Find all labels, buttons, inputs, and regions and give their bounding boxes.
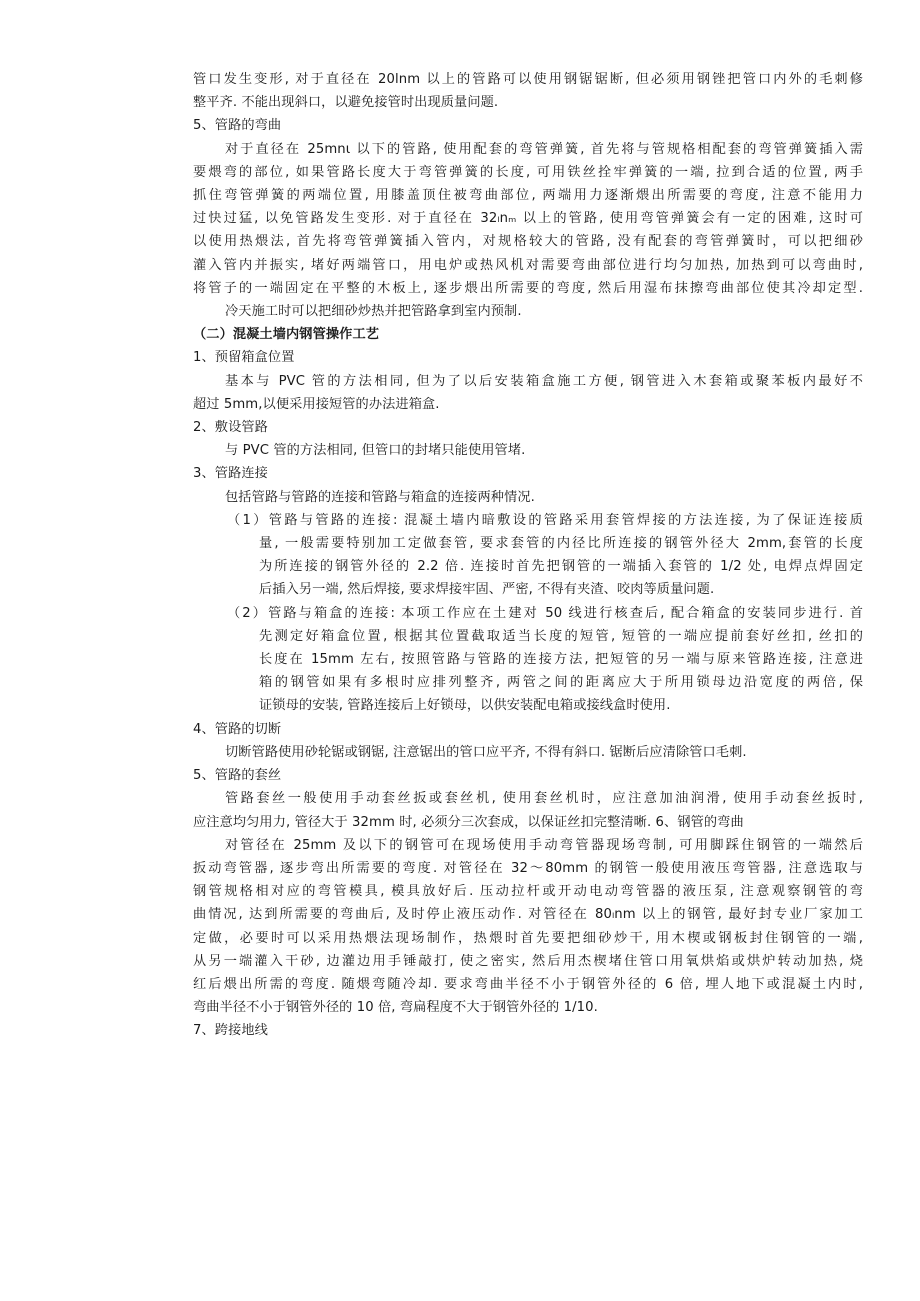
text-line: 对于直径在 25mnι 以下的管路, 使用配套的弯管弹簧, 首先将与管规格相配套的弯管弹簧插入需: [225, 141, 863, 157]
text-line: 证锁母的安装, 管路连接后上好锁母，以供安装配电箱或接线盒时使用.: [259, 698, 671, 714]
text-line: （1）管路与管路的连接: 混凝土墙内暗敷设的管路采用套管焊接的方法连接, 为了保证连接质: [227, 512, 863, 528]
text-line: 2、敷设管路: [193, 420, 268, 436]
text-line: 1、预留箱盒位置: [193, 350, 295, 366]
text-line: 以使用热煨法, 首先将弯管弹簧插入管内，对规格较大的管路, 没有配套的弯管弹簧时，可以把细砂: [193, 234, 863, 250]
text-line: 弯曲半径不小于钢管外径的 10 倍, 弯扁程度不大于钢管外径的 1/10.: [193, 1000, 598, 1016]
text-line: （2）管路与箱盒的连接: 本项工作应在土建对 50 线进行核查后, 配合箱盒的安装同步进行. 首: [227, 605, 863, 621]
text-line: 超过 5mm,以便采用接短管的办法进箱盒.: [193, 396, 440, 412]
text-line: 3、管路连接: [193, 466, 268, 482]
text-line: 过快过猛, 以免管路发生变形. 对于直径在 32ₗnₘ 以上的管路, 使用弯管弹簧会有一定的困难, 这时可: [193, 211, 863, 227]
text-line: 灌入管内并振实, 堵好两端管口，用电炉或热风机对需要弯曲部位进行均匀加热, 加热到可以弯曲时,: [193, 257, 863, 273]
text-line: 冷天施工时可以把细砂炒热并把管路拿到室内预制.: [225, 304, 522, 320]
text-line: （二）混凝土墙内钢管操作工艺: [193, 327, 380, 343]
text-line: 红后煨出所需的弯度. 随煨弯随冷却. 要求弯曲半径不小于钢管外径的 6 倍, 埋人地下或混凝土内时,: [193, 976, 863, 992]
text-line: 整平齐. 不能出现斜口，以避免接管时出现质量问题.: [193, 95, 499, 111]
text-line: 基本与 PVC 管的方法相同, 但为了以后安装箱盒施工方便, 钢管进入木套箱或聚苯板内最好不: [225, 373, 863, 389]
text-line: 包括管路与管路的连接和管路与箱盒的连接两种情况.: [225, 489, 535, 505]
text-line: 切断管路使用砂轮锯或钢锯, 注意锯出的管口应平齐, 不得有斜口. 锯断后应清除管口毛刺.: [225, 744, 747, 760]
text-line: 要煨弯的部位, 如果管路长度大于弯管弹簧的长度, 可用铁丝拴牢弹簧的一端, 拉到合适的位置, 两手: [193, 164, 863, 180]
text-line: 7、跨接地线: [193, 1023, 268, 1039]
text-line: 长度在 15mm 左右, 按照管路与管路的连接方法, 把短管的另一端与原来管路连接, 注意进: [259, 652, 863, 668]
text-line: 为所连接的钢管外径的 2.2 倍. 连接时首先把钢管的一端插入套管的 1/2 处, 电焊点焊固定: [259, 559, 863, 575]
text-line: 曲情况, 达到所需要的弯曲后, 及时停止液压动作. 对管径在 80ₗnm 以上的钢管, 最好封专业厂家加工: [193, 907, 863, 923]
text-line: 4、管路的切断: [193, 721, 282, 737]
text-line: 箱的钢管如果有多根时应排列整齐, 两管之间的距离应大于所用锁母边沿宽度的两倍, 保: [259, 675, 863, 691]
document-body: [193, 68, 863, 1043]
text-line: 扳动弯管器, 逐步弯出所需要的弯度. 对管径在 32～80mm 的钢管一般使用液压弯管器, 注意选取与: [193, 860, 863, 876]
text-line: 5、管路的弯曲: [193, 118, 282, 134]
text-line: 从另一端灌入干砂, 边灌边用手锤敲打, 使之密实, 然后用杰楔堵住管口用氧烘焰或烘炉转动加热, 烧: [193, 953, 863, 969]
text-line: 先测定好箱盒位置, 根据其位置截取适当长度的短管, 短管的一端应提前套好丝扣, 丝扣的: [259, 628, 863, 644]
text-line: 后插入另一端, 然后焊接, 要求焊接牢固、严密, 不得有夹渣、咬肉等质量问题.: [259, 582, 715, 598]
text-line: 将管子的一端固定在平整的木板上, 逐步煨出所需要的弯度, 然后用湿布抹擦弯曲部位使其冷却定型.: [193, 280, 863, 296]
text-line: 与 PVC 管的方法相同, 但管口的封堵只能使用管堵.: [225, 443, 526, 459]
text-line: 5、管路的套丝: [193, 768, 282, 784]
text-line: 管路套丝一般使用手动套丝扳或套丝机, 使用套丝机时，应注意加油润滑, 使用手动套丝扳时,: [225, 791, 863, 807]
text-line: 量, 一般需要特别加工定做套管, 要求套管的内径比所连接的钢管外径大 2mm,套管的长度: [259, 536, 863, 552]
text-line: 管口发生变形, 对于直径在 20lnm 以上的管路可以使用钢锯锯断, 但必须用钢锉把管口内外的毛刺修: [193, 72, 863, 87]
text-line: 抓住弯管弹簧的两端位置, 用膝盖顶住被弯曲部位, 两端用力逐渐煨出所需要的弯度, 注意不能用力: [193, 188, 863, 204]
text-line: 定做，必要时可以采用热煨法现场制作，热煨时首先要把细砂炒干, 用木楔或钢板封住钢管的一端,: [193, 930, 863, 946]
text-line: 对管径在 25mm 及以下的钢管可在现场使用手动弯管器现场弯制, 可用脚踩住钢管的一端然后: [225, 837, 863, 853]
text-line: 钢管规格相对应的弯管模具, 模具放好后. 压动拉杆或开动电动弯管器的液压泵, 注意观察钢管的弯: [193, 884, 863, 900]
text-line: 应注意均匀用力, 管径大于 32mm 时, 必须分三次套成，以保证丝扣完整清晰. 6、钢管的弯曲: [193, 814, 744, 830]
